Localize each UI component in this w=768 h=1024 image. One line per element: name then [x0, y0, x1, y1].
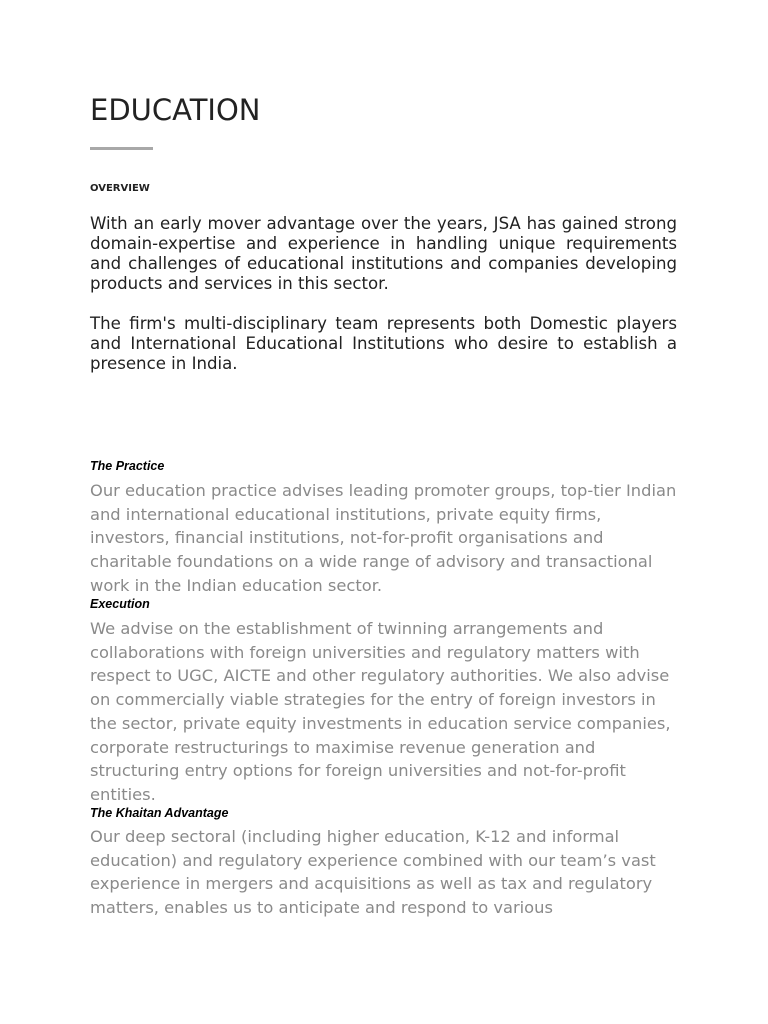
page-title: EDUCATION [90, 93, 261, 127]
intro-paragraph-1: With an early mover advantage over the years, JSA has gained strong domain-expertise and experience in handling unique requirements and challenges of educational institutions and companies developing products and services in this sector. [90, 214, 677, 293]
title-underline-divider [90, 147, 153, 150]
section-heading-practice: The Practice [90, 459, 165, 473]
section-heading-execution: Execution [90, 597, 150, 611]
section-body-execution: We advise on the establishment of twinning arrangements and collaborations with foreign universities and regulatory matters with respect to UGC, AICTE and other regulatory authorities. We also advise on commercially viable strategies for the entry of foreign investors in the sector, private equity investments in education service companies, corporate restructurings to maximise revenue generation and structuring entry options for foreign universities and not-for-profit entities. [90, 619, 671, 804]
section-heading-advantage: The Khaitan Advantage [90, 806, 229, 820]
section-body-practice: Our education practice advises leading promoter groups, top-tier Indian and international educational institutions, private equity firms, investors, financial institutions, not-for-profit organisations and charitable foundations on a wide range of advisory and transactional work in the Indian education sector. [90, 481, 677, 595]
section-body-advantage: Our deep sectoral (including higher education, K-12 and informal education) and regulatory experience combined with our team’s vast experience in mergers and acquisitions as well as tax and regulatory matters, enables us to anticipate and respond to various [90, 827, 656, 918]
overview-label: OVERVIEW [90, 183, 150, 194]
intro-paragraph-2: The firm's multi-disciplinary team represents both Domestic players and International Educational Institutions who desire to establish a presence in India. [90, 314, 677, 373]
